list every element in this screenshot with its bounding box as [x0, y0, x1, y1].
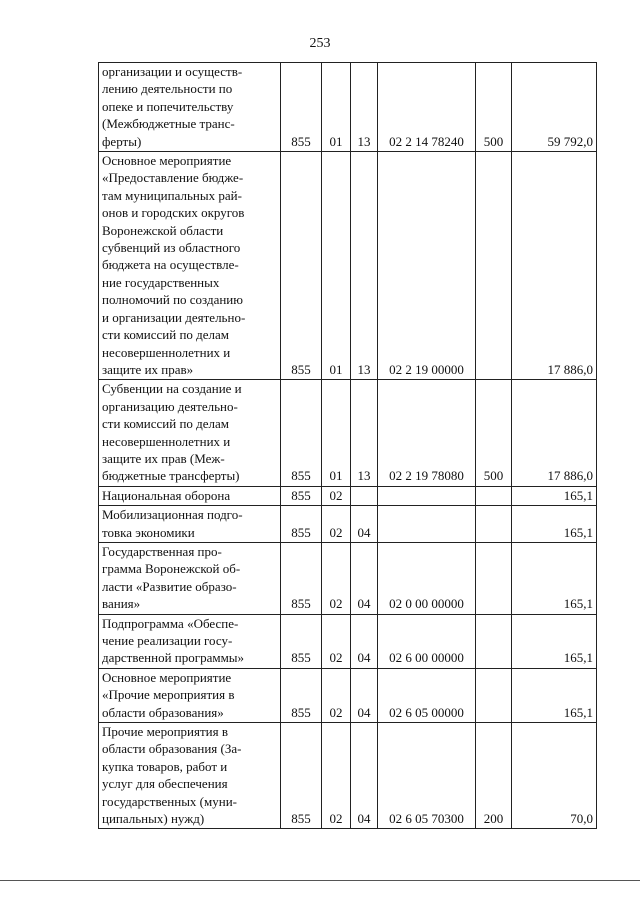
grbs-code-cell: 855 — [281, 668, 322, 722]
section-code-cell: 02 — [322, 506, 351, 543]
amount-cell: 165,1 — [512, 668, 597, 722]
section-code-cell: 02 — [322, 614, 351, 668]
row-name-cell: Национальная оборона — [99, 486, 281, 505]
target-article-cell: 02 2 19 00000 — [378, 152, 476, 380]
expense-type-cell — [476, 486, 512, 505]
target-article-cell — [378, 506, 476, 543]
row-name-cell: Основное мероприятие «Предоставление бюдже- там муниципальных рай- онов и городских округов Воронежской области субвенций из областного бюджета на осуществле- ние государственных полномочий по созданию и организации деятельно- сти комиссий по делам несовершеннолетних и защите их прав» — [99, 152, 281, 380]
grbs-code-cell: 855 — [281, 506, 322, 543]
expense-type-cell — [476, 614, 512, 668]
section-code-cell: 02 — [322, 486, 351, 505]
table-row — [99, 542, 597, 614]
table-row — [99, 614, 597, 668]
grbs-code-cell: 855 — [281, 723, 322, 829]
subsection-code-cell: 04 — [351, 614, 378, 668]
table-row — [99, 63, 597, 152]
section-code-cell: 01 — [322, 380, 351, 486]
table-row — [99, 152, 597, 380]
subsection-code-cell: 04 — [351, 506, 378, 543]
subsection-code-cell: 13 — [351, 63, 378, 152]
budget-table-body — [99, 63, 597, 829]
target-article-cell: 02 0 00 00000 — [378, 542, 476, 614]
expense-type-cell: 500 — [476, 63, 512, 152]
expense-type-cell — [476, 152, 512, 380]
target-article-cell: 02 2 14 78240 — [378, 63, 476, 152]
table-row — [99, 723, 597, 829]
expense-type-cell: 200 — [476, 723, 512, 829]
subsection-code-cell — [351, 486, 378, 505]
subsection-code-cell: 04 — [351, 542, 378, 614]
target-article-cell: 02 2 19 78080 — [378, 380, 476, 486]
expense-type-cell — [476, 668, 512, 722]
grbs-code-cell: 855 — [281, 380, 322, 486]
amount-cell: 17 886,0 — [512, 380, 597, 486]
row-name-cell: Основное мероприятие «Прочие мероприятия в области образования» — [99, 668, 281, 722]
section-code-cell: 01 — [322, 63, 351, 152]
section-code-cell: 02 — [322, 542, 351, 614]
grbs-code-cell: 855 — [281, 614, 322, 668]
expense-type-cell: 500 — [476, 380, 512, 486]
expense-type-cell — [476, 542, 512, 614]
subsection-code-cell: 04 — [351, 668, 378, 722]
table-row — [99, 668, 597, 722]
row-name-cell: Прочие мероприятия в области образования (За- купка товаров, работ и услуг для обеспечения государственных (муни- ципальных) нужд) — [99, 723, 281, 829]
amount-cell: 17 886,0 — [512, 152, 597, 380]
amount-cell: 70,0 — [512, 723, 597, 829]
section-code-cell: 02 — [322, 668, 351, 722]
section-code-cell: 01 — [322, 152, 351, 380]
expense-type-cell — [476, 506, 512, 543]
amount-cell: 165,1 — [512, 486, 597, 505]
target-article-cell — [378, 486, 476, 505]
table-row — [99, 486, 597, 505]
grbs-code-cell: 855 — [281, 63, 322, 152]
bottom-divider — [0, 880, 640, 881]
grbs-code-cell: 855 — [281, 542, 322, 614]
amount-cell: 59 792,0 — [512, 63, 597, 152]
amount-cell: 165,1 — [512, 506, 597, 543]
grbs-code-cell: 855 — [281, 486, 322, 505]
budget-table — [98, 62, 597, 829]
subsection-code-cell: 04 — [351, 723, 378, 829]
row-name-cell: Подпрограмма «Обеспе- чение реализации госу- дарственной программы» — [99, 614, 281, 668]
row-name-cell: Мобилизационная подго- товка экономики — [99, 506, 281, 543]
row-name-cell: Субвенции на создание и организацию деятельно- сти комиссий по делам несовершеннолетних и защите их прав (Меж- бюджетные трансферты) — [99, 380, 281, 486]
section-code-cell: 02 — [322, 723, 351, 829]
row-name-cell: Государственная про- грамма Воронежской об- ласти «Развитие образо- вания» — [99, 542, 281, 614]
amount-cell: 165,1 — [512, 542, 597, 614]
table-row — [99, 506, 597, 543]
target-article-cell: 02 6 00 00000 — [378, 614, 476, 668]
subsection-code-cell: 13 — [351, 152, 378, 380]
subsection-code-cell: 13 — [351, 380, 378, 486]
page-number: 253 — [309, 36, 331, 51]
table-row — [99, 380, 597, 486]
target-article-cell: 02 6 05 00000 — [378, 668, 476, 722]
amount-cell: 165,1 — [512, 614, 597, 668]
target-article-cell: 02 6 05 70300 — [378, 723, 476, 829]
row-name-cell: организации и осуществ- лению деятельности по опеке и попечительству (Межбюджетные транс- ферты) — [99, 63, 281, 152]
grbs-code-cell: 855 — [281, 152, 322, 380]
